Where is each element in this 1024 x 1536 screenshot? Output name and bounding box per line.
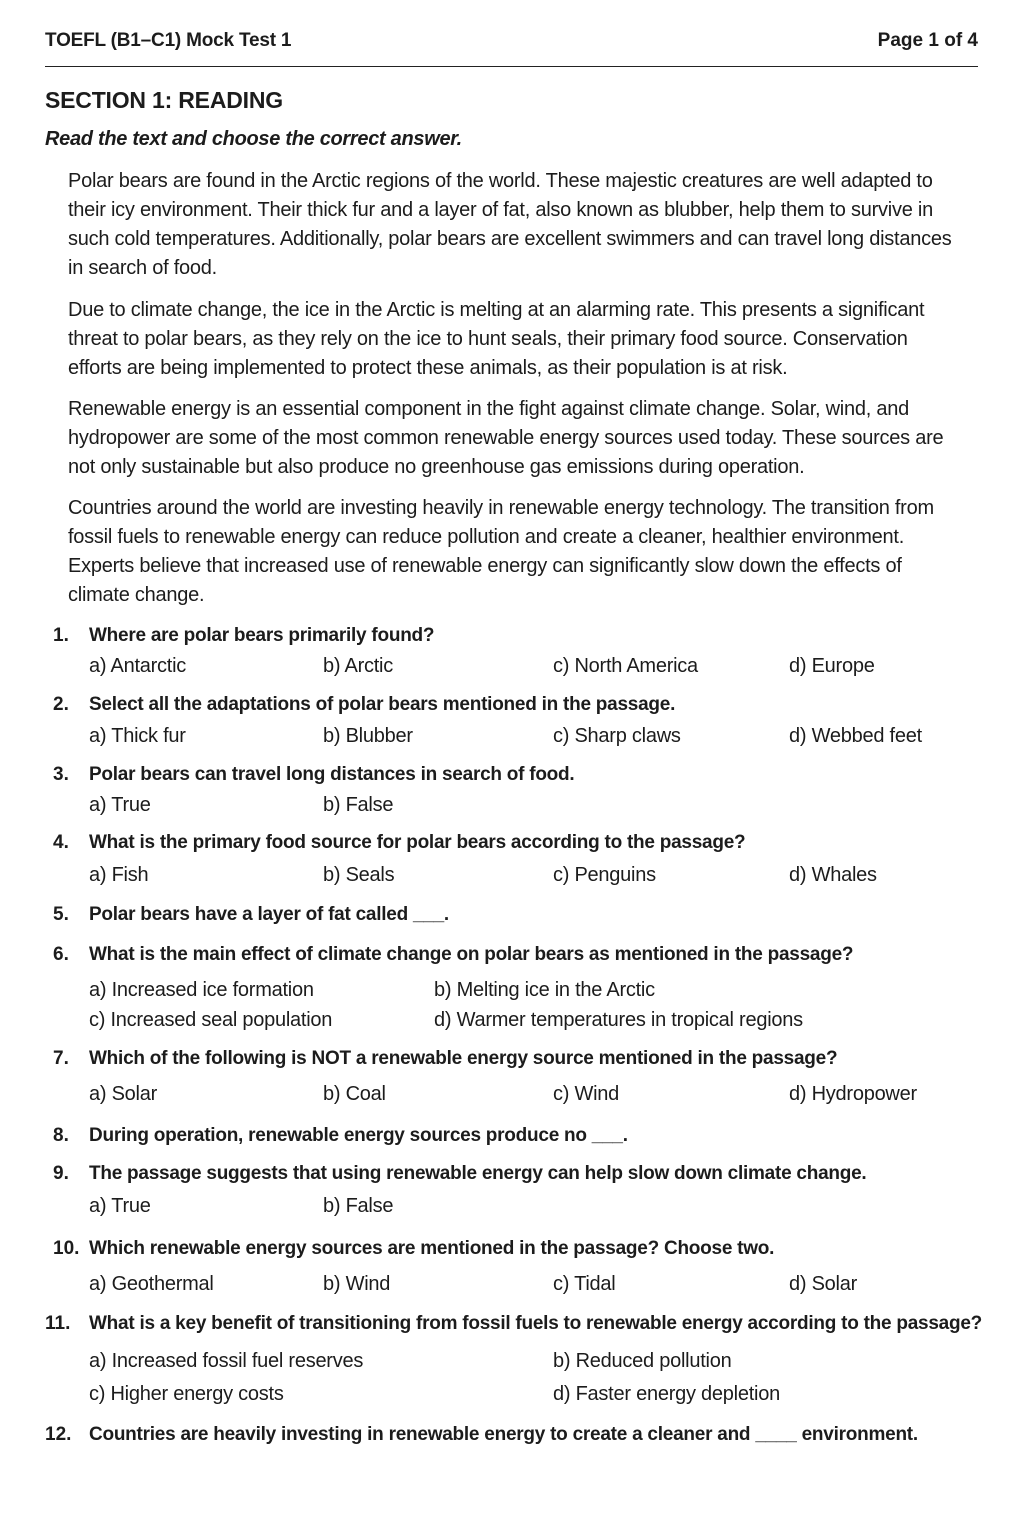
question-text: Polar bears have a layer of fat called ___. [89, 904, 449, 925]
question-11-option-d: d) Faster energy depletion [553, 1383, 780, 1405]
question-7-option-d: d) Hydropower [789, 1083, 917, 1105]
question-11-option-c: c) Higher energy costs [89, 1383, 284, 1405]
question-text: Select all the adaptations of polar bears mentioned in the passage. [89, 694, 676, 715]
question-7-option-c: c) Wind [553, 1083, 620, 1105]
question-10-option-a: a) Geothermal [89, 1273, 214, 1295]
instruction-text: Read the text and choose the correct answer. [45, 128, 462, 150]
question-6 [0, 944, 1024, 965]
question-6-option-c: c) Increased seal population [89, 1009, 333, 1031]
question-number: 1. [53, 625, 69, 646]
question-10-option-d: d) Solar [789, 1273, 858, 1295]
question-8 [0, 1125, 1024, 1146]
question-2-option-a: a) Thick fur [89, 725, 186, 747]
question-4-option-b: b) Seals [323, 864, 395, 886]
question-number: 10. [53, 1238, 80, 1259]
question-3 [0, 764, 1024, 785]
page-number: Page 1 of 4 [877, 30, 978, 51]
question-text: What is the primary food source for polar bears according to the passage? [89, 832, 746, 853]
question-number: 4. [53, 832, 69, 853]
question-text: What is a key benefit of transitioning from fossil fuels to renewable energy according to the passage? [89, 1313, 983, 1334]
passage-paragraph-4: Countries around the world are investing heavily in renewable energy technology. The transition from fossil fuels to renewable energy can reduce pollution and create a cleaner, healthier environment. Experts believe that increased use of renewable energy can significantly slow down the effects of climate change. [68, 497, 934, 606]
question-6-option-d: d) Warmer temperatures in tropical regions [434, 1009, 803, 1031]
header-divider [45, 66, 978, 67]
question-10-option-b: b) Wind [323, 1273, 391, 1295]
question-3-option-a: a) True [89, 794, 151, 816]
document-title: TOEFL (B1–C1) Mock Test 1 [45, 30, 292, 51]
question-text: During operation, renewable energy sources produce no ___. [89, 1125, 628, 1146]
question-4-option-d: d) Whales [789, 864, 877, 886]
page-header [45, 30, 978, 54]
question-2-option-c: c) Sharp claws [553, 725, 681, 747]
question-4-option-a: a) Fish [89, 864, 149, 886]
question-1-option-a: a) Antarctic [89, 655, 187, 677]
question-6-option-a: a) Increased ice formation [89, 979, 314, 1001]
question-text: Which renewable energy sources are mentioned in the passage? Choose two. [89, 1238, 775, 1259]
question-5 [0, 904, 1024, 925]
question-text: Polar bears can travel long distances in search of food. [89, 764, 575, 785]
question-text: Countries are heavily investing in renewable energy to create a cleaner and ____ environment. [89, 1424, 918, 1445]
question-number: 5. [53, 904, 69, 925]
passage-paragraph-3: Renewable energy is an essential component in the fight against climate change. Solar, wind, and hydropower are some of the most common renewable energy sources used today. These sources are not only sustainable but also produce no greenhouse gas emissions during operation. [68, 398, 944, 478]
question-1-option-c: c) North America [553, 655, 698, 677]
question-number: 12. [45, 1424, 72, 1445]
question-6-option-b: b) Melting ice in the Arctic [434, 979, 655, 1001]
question-9-option-b: b) False [323, 1195, 394, 1217]
question-9-option-a: a) True [89, 1195, 151, 1217]
question-text: The passage suggests that using renewable energy can help slow down climate change. [89, 1163, 867, 1184]
question-11-option-b: b) Reduced pollution [553, 1350, 732, 1372]
question-text: Which of the following is NOT a renewable energy source mentioned in the passage? [89, 1048, 838, 1069]
question-2-option-b: b) Blubber [323, 725, 413, 747]
question-number: 7. [53, 1048, 69, 1069]
question-text: Where are polar bears primarily found? [89, 625, 435, 646]
question-10 [0, 1238, 1024, 1259]
question-4-option-c: c) Penguins [553, 864, 656, 886]
question-1-option-d: d) Europe [789, 655, 875, 677]
question-7-option-a: a) Solar [89, 1083, 158, 1105]
question-4 [0, 832, 1024, 853]
question-11-option-a: a) Increased fossil fuel reserves [89, 1350, 364, 1372]
passage-paragraph-1: Polar bears are found in the Arctic regions of the world. These majestic creatures are well adapted to their icy environment. Their thick fur and a layer of fat, also known as blubber, help them to survive in such cold temperatures. Additionally, polar bears are excellent swimmers and can travel long distances in search of food. [68, 170, 952, 279]
question-number: 2. [53, 694, 69, 715]
question-7 [0, 1048, 1024, 1069]
section-title: SECTION 1: READING [45, 87, 283, 113]
question-number: 9. [53, 1163, 69, 1184]
question-1-option-b: b) Arctic [323, 655, 393, 677]
question-number: 3. [53, 764, 69, 785]
question-9 [0, 1163, 1024, 1184]
passage-paragraph-2: Due to climate change, the ice in the Arctic is melting at an alarming rate. This presents a significant threat to polar bears, as they rely on the ice to hunt seals, their primary food source. Conservation efforts are being implemented to protect these animals, as their population is at risk. [68, 299, 925, 379]
question-number: 8. [53, 1125, 69, 1146]
question-2 [0, 694, 1024, 715]
question-7-option-b: b) Coal [323, 1083, 386, 1105]
question-12 [0, 1424, 1024, 1445]
question-10-option-c: c) Tidal [553, 1273, 616, 1295]
question-number: 11. [45, 1313, 71, 1334]
question-2-option-d: d) Webbed feet [789, 725, 922, 747]
question-3-option-b: b) False [323, 794, 394, 816]
question-1 [0, 625, 1024, 646]
question-text: What is the main effect of climate change on polar bears as mentioned in the passage? [89, 944, 854, 965]
question-number: 6. [53, 944, 69, 965]
question-11 [0, 1313, 1024, 1334]
